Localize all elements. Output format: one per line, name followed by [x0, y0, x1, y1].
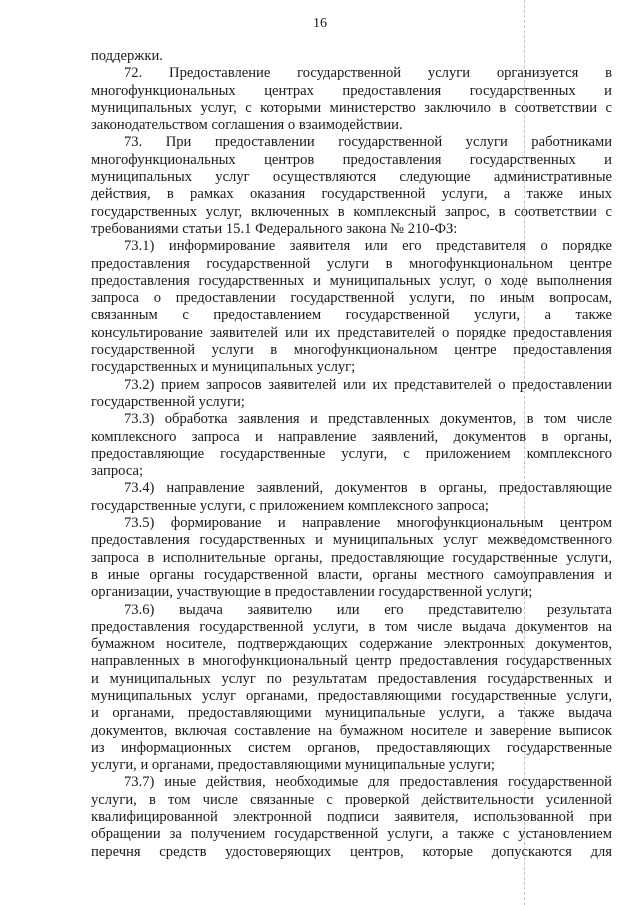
text-line: 73.5) формирование и направление многофункциональным центром: [124, 515, 612, 532]
text-line: государственной услуги;: [91, 393, 245, 410]
text-line: квалифицированной электронной подписи заявителя, использованной при: [91, 809, 612, 826]
text-line: поддержки.: [91, 48, 163, 64]
text-line: действия, в рамках оказания государственной услуги, а также иных: [91, 186, 612, 203]
text-line: муниципальных услуг осуществляются следующие административные: [91, 169, 612, 186]
text-line: 72. Предоставление государственной услуги организуется в: [124, 65, 612, 82]
text-line: услуги, в том числе связанные с проверкой действительности усиленной: [91, 791, 612, 808]
text-line: направленных в многофункциональный центр предоставления государственных: [91, 653, 612, 670]
text-line: предоставляющие государственные услуги, с приложением комплексного: [91, 445, 612, 462]
text-line: бумажном носителе, подтверждающих содержание электронных документов,: [91, 636, 612, 653]
text-line: муниципальных услуг, с которыми министерство заключило в соответствии с: [91, 99, 612, 116]
text-line: предоставления государственных и муниципальных услуг, о ходе выполнения: [91, 272, 612, 289]
text-line: и органами, предоставляющими муниципальные услуги, а также выдача: [91, 705, 612, 722]
text-line: предоставления государственной услуги, в том числе выдача документов на: [91, 618, 612, 635]
text-line: запроса;: [91, 463, 144, 480]
text-line: в иные органы государственной власти, органы местного самоуправления и: [91, 566, 612, 583]
text-line: 73.2) прием запросов заявителей или их представителей о предоставлении: [124, 376, 612, 393]
text-line: государственных услуг, включенных в комплексный запрос, в соответствии с: [91, 203, 612, 220]
text-line: связанным с предоставлением государственной услуги, а также: [91, 307, 612, 324]
text-line: многофункциональных центрах предоставления государственных и: [91, 82, 612, 99]
text-line: 73. При предоставлении государственной услуги работниками: [124, 134, 612, 151]
text-line: 73.4) направление заявлений, документов в органы, предоставляющие: [124, 480, 612, 497]
text-line: 73.7) иные действия, необходимые для предоставления государственной: [124, 774, 612, 791]
document-body: [91, 48, 612, 861]
page-number: 16: [313, 16, 327, 31]
text-line: запроса в исполнительные органы, предоставляющие государственные услуги,: [91, 549, 612, 566]
text-line: и муниципальных услуг по результатам предоставления государственных и: [91, 670, 612, 687]
text-line: комплексного запроса и направление заявлений, документов в органы,: [91, 428, 612, 445]
text-line: услуги, и органами, предоставляющими муниципальные услуги;: [91, 757, 495, 774]
text-line: государственных и муниципальных услуг;: [91, 359, 356, 376]
text-line: государственные услуги, с приложением комплексного запроса;: [91, 497, 489, 514]
text-line: обращении за получением государственной услуги, а также с установлением: [91, 826, 612, 843]
text-line: запроса о предоставлении государственной услуги, по иным вопросам,: [91, 290, 612, 307]
text-line: предоставления государственных и муниципальных услуг межведомственного: [91, 532, 612, 549]
text-line: 73.1) информирование заявителя или его представителя о порядке: [124, 238, 612, 255]
text-line: 73.3) обработка заявления и представленных документов, в том числе: [124, 411, 612, 428]
text-line: перечня средств удостоверяющих центров, которые допускаются для: [91, 843, 612, 860]
text-line: консультирование заявителей или их представителей о порядке предоставления: [91, 324, 612, 341]
text-line: документов, включая составление на бумажном носителе и заверение выписок: [91, 722, 612, 739]
text-line: муниципальных услуг органами, предоставляющими государственные услуги,: [91, 687, 612, 704]
text-line: законодательством соглашения о взаимодействии.: [91, 117, 403, 134]
text-line: организации, участвующие в предоставлении государственной услуги;: [91, 584, 533, 601]
text-line: 73.6) выдача заявителю или его представителю результата: [124, 601, 612, 618]
text-line: многофункциональных центров предоставления государственных и: [91, 151, 612, 168]
text-line: предоставления государственной услуги в многофункциональном центре: [91, 255, 612, 272]
text-line: требованиями статьи 15.1 Федерального закона № 210-ФЗ:: [91, 220, 458, 237]
text-line: из информационных систем органов, предоставляющих государственные: [91, 739, 612, 756]
text-line: государственной услуги в многофункциональном центре предоставления: [91, 342, 612, 359]
